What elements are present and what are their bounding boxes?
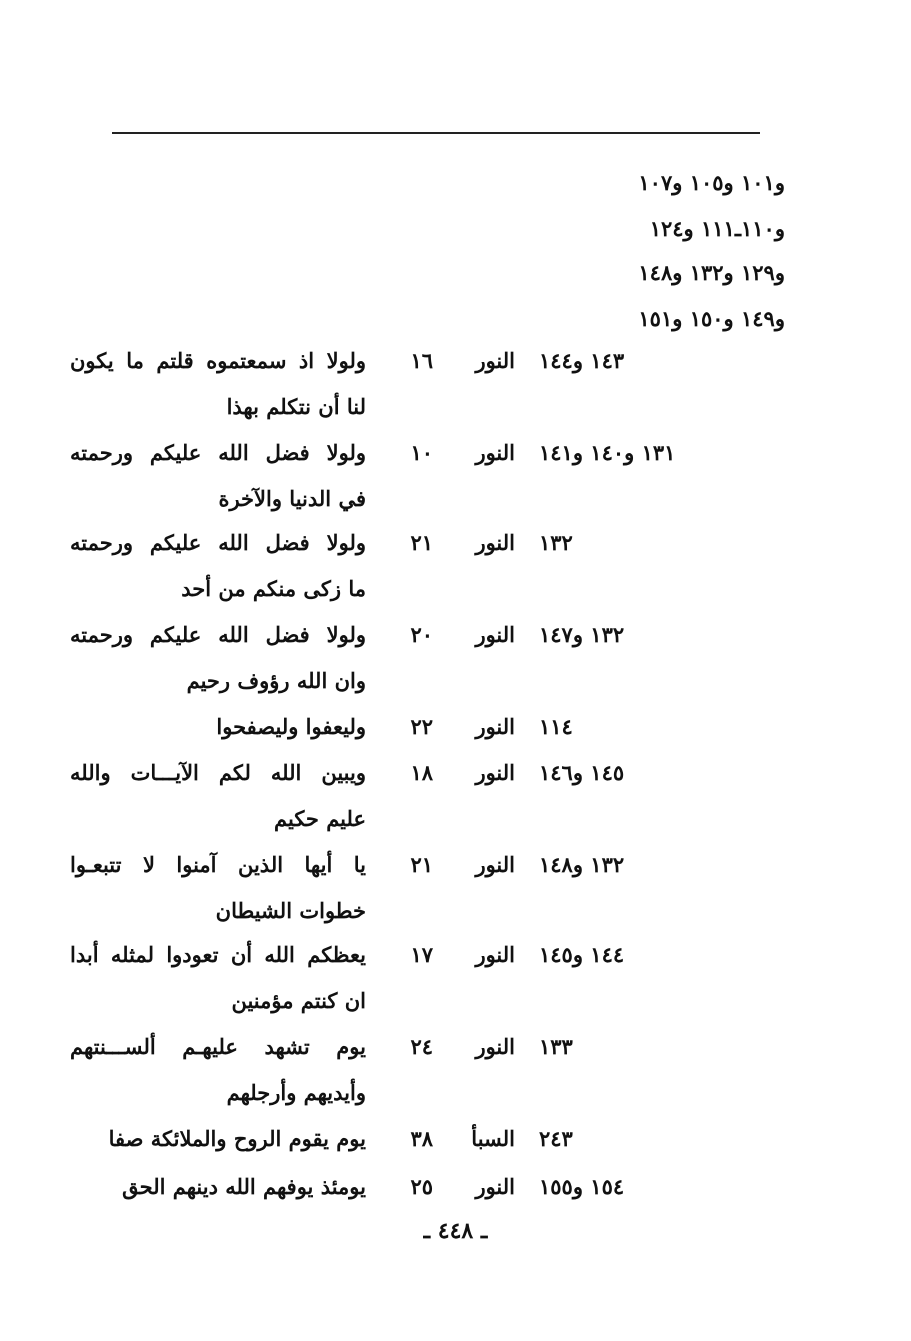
entry-ayah-number: ٢١ [410, 852, 433, 877]
entry-ayah-number: ٢٥ [410, 1174, 433, 1199]
entry-sura: النور [475, 760, 515, 785]
entry-sura: النور [475, 622, 515, 647]
verse-line: خطوات الشيطان [215, 898, 366, 923]
continued-pages-line: و١٠١ و١٠٥ و١٠٧ [638, 170, 785, 195]
entry-verse-text [70, 1164, 366, 1210]
continued-pages-line: و١٢٩ و١٣٢ و١٤٨ [638, 260, 785, 285]
entry-ayah-number: ٢٠ [410, 622, 433, 647]
entry-pages: ١٣١ و١٤٠ و١٤١ [539, 440, 676, 465]
entry-ayah-number: ٢٢ [410, 714, 433, 739]
entry-ayah-number: ٢٤ [410, 1034, 433, 1059]
entry-sura: النور [475, 348, 515, 373]
entry-sura: النور [475, 530, 515, 555]
entry-pages: ١٤٥ و١٤٦ [539, 760, 625, 785]
entry-verse-text [70, 612, 366, 704]
continued-pages-line: و١٤٩ و١٥٠ و١٥١ [638, 306, 785, 331]
verse-line: يوم تشهد عليهـم ألســـنتهم [70, 1034, 366, 1059]
entry-ayah-number: ١٠ [410, 440, 433, 465]
verse-line: ولولا فضل الله عليكم ورحمته [70, 440, 366, 465]
verse-line: في الدنيا والآخرة [218, 486, 366, 511]
entry-sura: النور [475, 440, 515, 465]
entry-verse-text [70, 520, 366, 612]
verse-line: يومئذ يوفهم الله دينهم الحق [122, 1174, 366, 1199]
entry-pages: ١٤٤ و١٤٥ [539, 942, 625, 967]
entry-sura: النور [475, 714, 515, 739]
entry-sura: السبأ [471, 1126, 515, 1151]
entry-verse-text [70, 430, 366, 522]
verse-line: لنا أن نتكلم بهذا [226, 394, 366, 419]
verse-line: وليعفوا وليصفحوا [216, 714, 366, 739]
entry-sura: النور [475, 852, 515, 877]
entry-verse-text [70, 1024, 366, 1116]
verse-line: ولولا اذ سمعتموه قلتم ما يكون [70, 348, 366, 373]
entry-pages: ١٣٢ و١٤٧ [539, 622, 625, 647]
verse-line: ما زكى منكم من أحد [181, 576, 366, 601]
verse-line: يعظكم الله أن تعودوا لمثله أبدا [70, 942, 366, 967]
entry-verse-text [70, 932, 366, 1024]
entry-ayah-number: ١٦ [410, 348, 433, 373]
verse-line: ان كنتم مؤمنين [231, 988, 366, 1013]
entry-verse-text [70, 704, 366, 750]
entry-ayah-number: ١٨ [410, 760, 433, 785]
verse-line: يوم يقوم الروح والملائكة صفا [108, 1126, 366, 1151]
entry-pages: ١٣٢ [539, 530, 573, 555]
header-rule [112, 132, 760, 134]
verse-line: ولولا فضل الله عليكم ورحمته [70, 622, 366, 647]
continued-pages-line: و١١٠ـ١١١ و١٢٤ [649, 216, 785, 241]
entry-pages: ١٥٤ و١٥٥ [539, 1174, 625, 1199]
entry-sura: النور [475, 1034, 515, 1059]
entry-pages: ١١٤ [539, 714, 573, 739]
entry-sura: النور [475, 1174, 515, 1199]
verse-line: وان الله رؤوف رحيم [186, 668, 366, 693]
verse-line: ويبين الله لكم الآيـــات والله [70, 760, 366, 785]
verse-line: وأيديهم وأرجلهم [226, 1080, 366, 1105]
verse-line: ولولا فضل الله عليكم ورحمته [70, 530, 366, 555]
page-number: ـ ٤٤٨ ـ [423, 1218, 488, 1244]
entry-pages: ١٤٣ و١٤٤ [539, 348, 625, 373]
entry-ayah-number: ١٧ [410, 942, 433, 967]
verse-line: يا أيها الذين آمنوا لا تتبعـوا [70, 852, 366, 877]
entry-verse-text [70, 1116, 366, 1162]
entry-pages: ٢٤٣ [539, 1126, 573, 1151]
verse-line: عليم حكيم [274, 806, 366, 831]
entry-sura: النور [475, 942, 515, 967]
entry-ayah-number: ٢١ [410, 530, 433, 555]
entry-pages: ١٣٣ [539, 1034, 573, 1059]
entry-verse-text [70, 338, 366, 430]
entry-verse-text [70, 842, 366, 934]
entry-pages: ١٣٢ و١٤٨ [539, 852, 625, 877]
entry-ayah-number: ٣٨ [410, 1126, 433, 1151]
entry-verse-text [70, 750, 366, 842]
